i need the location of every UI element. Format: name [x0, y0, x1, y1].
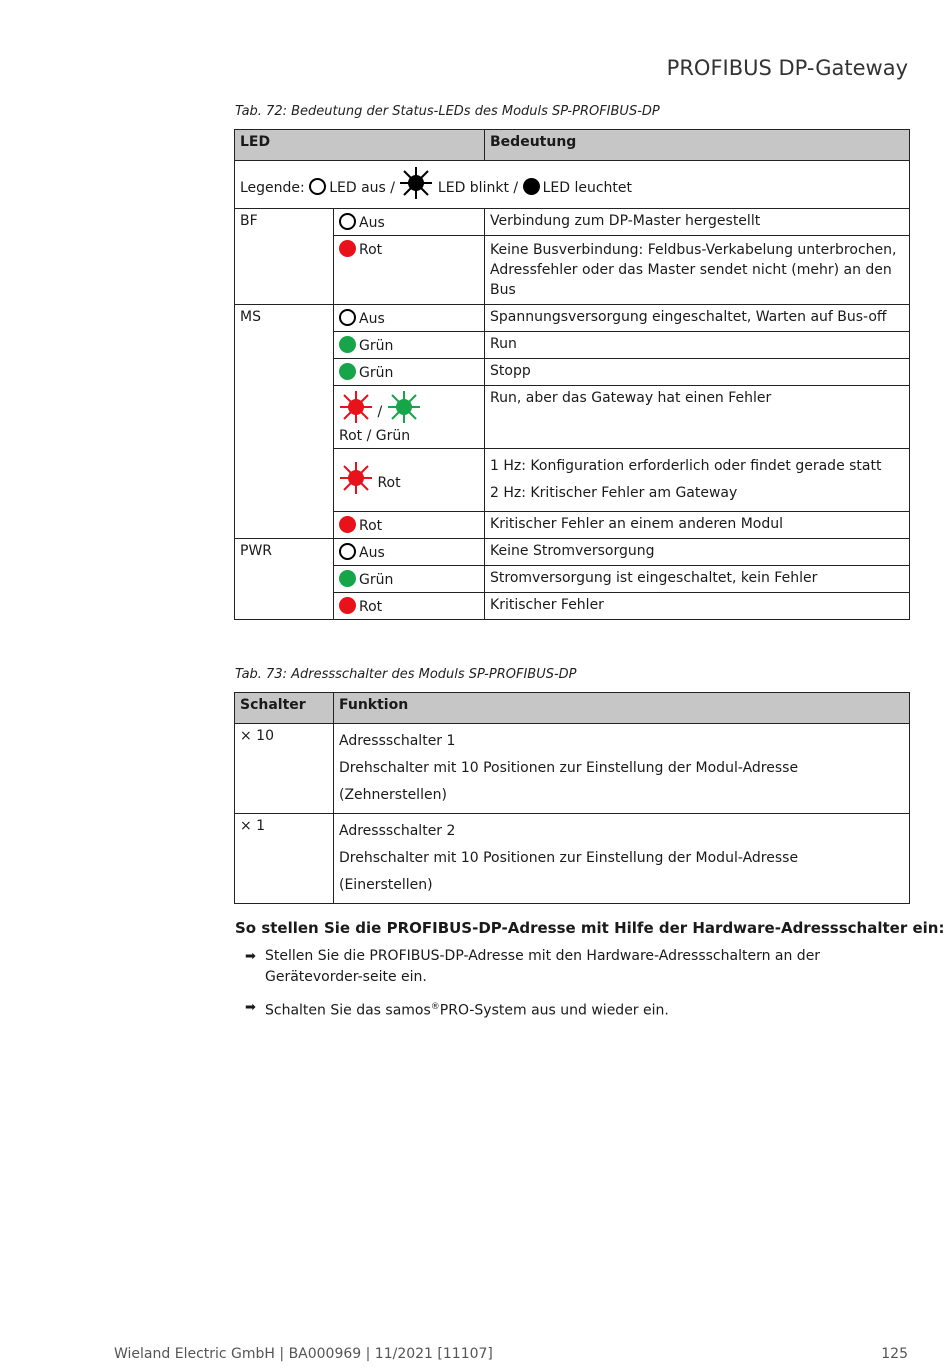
led-state-cell — [334, 566, 485, 593]
led-name-ms: MS — [235, 305, 334, 539]
blink-separator: / — [377, 404, 383, 420]
step-text-a: Schalten Sie das samos — [265, 1002, 431, 1019]
status-led-table — [234, 129, 910, 620]
led-state: Grün — [359, 338, 394, 354]
column-header-switch: Schalter — [235, 693, 334, 724]
led-state: Aus — [359, 311, 385, 327]
column-header-function: Funktion — [334, 693, 910, 724]
led-name-bf: BF — [235, 209, 334, 305]
led-state-cell — [334, 512, 485, 539]
led-state-cell — [334, 359, 485, 386]
led-meaning: Kritischer Fehler an einem anderen Modul — [485, 512, 910, 539]
led-green-icon — [339, 336, 356, 353]
led-state: Rot — [359, 518, 383, 534]
led-off-icon — [339, 213, 356, 230]
footer-publisher: Wieland Electric GmbH | BA000969 | 11/2021 [11107] — [114, 1346, 493, 1362]
led-meaning: Spannungsversorgung eingeschaltet, Warten auf Bus-off — [485, 305, 910, 332]
led-state-cell — [334, 539, 485, 566]
arrow-right-icon: ➡ — [245, 1000, 256, 1015]
column-header-led: LED — [235, 130, 485, 161]
led-green-icon — [339, 570, 356, 587]
led-state: Grün — [359, 572, 394, 588]
legend-off: LED aus / — [329, 180, 396, 196]
led-meaning-cell — [485, 449, 910, 512]
instruction-steps — [245, 946, 905, 1031]
led-red-icon — [339, 240, 356, 257]
legend-blink: LED blinkt / — [437, 180, 519, 196]
instruction-step — [245, 946, 905, 988]
led-name-pwr: PWR — [235, 539, 334, 620]
led-state: Rot — [359, 242, 383, 258]
led-meaning: Run, aber das Gateway hat einen Fehler — [485, 386, 910, 449]
switch-digit: (Zehnerstellen) — [339, 787, 447, 803]
led-green-icon — [339, 363, 356, 380]
led-meaning-2hz: 2 Hz: Kritischer Fehler am Gateway — [490, 485, 738, 501]
led-green-blink-icon — [387, 390, 421, 428]
led-off-icon — [309, 178, 326, 195]
led-blink-icon — [399, 166, 433, 204]
led-state: Rot / Grün — [339, 428, 411, 444]
step-text: Stellen Sie die PROFIBUS-DP-Adresse mit den Hardware-Adressschaltern an der Gerätevorder-seite ein. — [265, 948, 821, 985]
legend-prefix: Legende: — [240, 180, 305, 196]
registered-mark: ® — [430, 1002, 440, 1012]
led-meaning: Verbindung zum DP-Master hergestellt — [485, 209, 910, 236]
led-red-icon — [339, 516, 356, 533]
legend-on: LED leuchtet — [542, 180, 632, 196]
switch-description: Drehschalter mit 10 Positionen zur Einstellung der Modul-Adresse — [339, 760, 799, 776]
led-state-cell — [334, 305, 485, 332]
switch-function-cell — [334, 724, 910, 814]
led-on-icon — [523, 178, 540, 195]
switch-title: Adressschalter 1 — [339, 733, 456, 749]
led-off-icon — [339, 543, 356, 560]
page-number: 125 — [881, 1346, 908, 1362]
instruction-step — [245, 997, 905, 1022]
led-meaning-1hz: 1 Hz: Konfiguration erforderlich oder findet gerade statt — [490, 458, 882, 474]
led-state-cell — [334, 593, 485, 620]
switch-description: Drehschalter mit 10 Positionen zur Einstellung der Modul-Adresse — [339, 850, 799, 866]
led-state-cell — [334, 386, 485, 449]
led-off-icon — [339, 309, 356, 326]
led-state: Grün — [359, 365, 394, 381]
led-red-blink-icon — [339, 461, 373, 499]
switch-name: × 10 — [235, 724, 334, 814]
table-73-caption: Tab. 73: Adressschalter des Moduls SP-PROFIBUS-DP — [235, 667, 577, 682]
led-meaning: Stopp — [485, 359, 910, 386]
led-state-cell — [334, 236, 485, 305]
led-red-blink-icon — [339, 390, 373, 428]
led-state-cell — [334, 209, 485, 236]
switch-function-cell — [334, 814, 910, 904]
led-meaning: Stromversorgung ist eingeschaltet, kein Fehler — [485, 566, 910, 593]
page-header-title: PROFIBUS DP-Gateway — [666, 56, 908, 80]
led-meaning: Keine Busverbindung: Feldbus-Verkabelung unterbrochen, Adressfehler oder das Master sendet nicht (mehr) an den Bus — [485, 236, 910, 305]
led-meaning: Kritischer Fehler — [485, 593, 910, 620]
led-meaning: Run — [485, 332, 910, 359]
led-state: Aus — [359, 215, 385, 231]
address-switch-table — [234, 692, 910, 904]
led-red-icon — [339, 597, 356, 614]
table-72-caption: Tab. 72: Bedeutung der Status-LEDs des Moduls SP-PROFIBUS-DP — [235, 104, 660, 119]
led-state-cell — [334, 449, 485, 512]
led-state: Rot — [377, 475, 401, 491]
instruction-heading: So stellen Sie die PROFIBUS-DP-Adresse mit Hilfe der Hardware-Adressschalter ein: — [235, 919, 945, 937]
led-state-cell — [334, 332, 485, 359]
legend-row — [235, 161, 910, 209]
switch-digit: (Einerstellen) — [339, 877, 433, 893]
led-state: Aus — [359, 545, 385, 561]
switch-title: Adressschalter 2 — [339, 823, 456, 839]
step-text-b: PRO-System aus und wieder ein. — [439, 1002, 669, 1019]
arrow-right-icon: ➡ — [245, 949, 256, 964]
column-header-meaning: Bedeutung — [485, 130, 910, 161]
led-state: Rot — [359, 599, 383, 615]
switch-name: × 1 — [235, 814, 334, 904]
led-meaning: Keine Stromversorgung — [485, 539, 910, 566]
